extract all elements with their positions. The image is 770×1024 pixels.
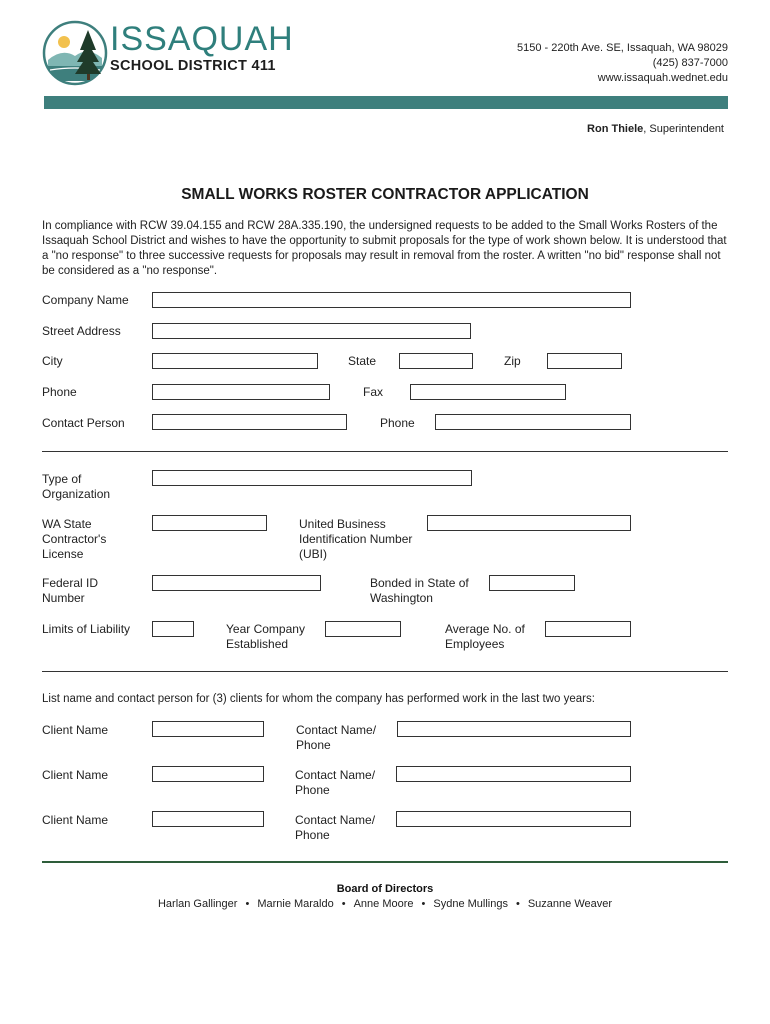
client-2-name-field[interactable] (152, 766, 264, 782)
ubi-label-line1: United Business (299, 517, 386, 531)
fax-field[interactable] (410, 384, 566, 400)
ubi-label-line3: (UBI) (299, 547, 327, 561)
separator-dot: • (245, 898, 250, 910)
wa-license-label (42, 517, 106, 562)
board-title: Board of Directors (336, 883, 434, 895)
type-of-organization-label (42, 472, 110, 502)
client-1-name-field[interactable] (152, 721, 264, 737)
board-member: Sydne Mullings (433, 898, 508, 910)
wa-license-label-line2: Contractor's (42, 532, 107, 546)
board-member: Marnie Maraldo (257, 898, 334, 910)
limits-of-liability-label: Limits of Liability (42, 622, 131, 636)
district-logo (40, 18, 294, 86)
superintendent-title: , Superintendent (643, 123, 724, 135)
board-member: Harlan Gallinger (157, 898, 238, 910)
fax-label: Fax (363, 385, 384, 399)
org-subtitle: SCHOOL DISTRICT 411 (110, 58, 276, 74)
company-name-field[interactable] (152, 292, 631, 308)
city-label: City (42, 354, 63, 368)
year-established-field[interactable] (325, 621, 401, 637)
wa-license-field[interactable] (152, 515, 267, 531)
client-3-contact-field[interactable] (396, 811, 631, 827)
org-name: ISSAQUAH (110, 20, 294, 58)
separator-dot: • (341, 898, 346, 910)
average-employees-label (445, 622, 525, 652)
type-of-organization-label-line2: Organization (42, 487, 111, 501)
contact-phone-field[interactable] (435, 414, 631, 430)
contact-phone-label: Phone (380, 416, 415, 430)
form-title: SMALL WORKS ROSTER CONTRACTOR APPLICATION (181, 186, 589, 203)
district-address (428, 41, 728, 86)
client-2-contact-field[interactable] (396, 766, 631, 782)
client-3-contact-label (295, 813, 375, 843)
type-of-organization-label-line1: Type of (42, 472, 82, 486)
address-line-street: 5150 - 220th Ave. SE, Issaquah, WA 98029 (517, 42, 728, 54)
wa-license-label-line1: WA State (42, 517, 92, 531)
ubi-label-line2: Identification Number (299, 532, 413, 546)
street-address-field[interactable] (152, 323, 471, 339)
header-divider-bar (44, 96, 728, 109)
client-3-name-label: Client Name (42, 813, 109, 827)
client-1-contact-field[interactable] (397, 721, 631, 737)
street-address-label: Street Address (42, 324, 121, 338)
district-logo-emblem-icon (42, 20, 108, 86)
federal-id-label-line2: Number (42, 591, 85, 605)
board-member: Suzanne Weaver (527, 898, 613, 910)
ubi-label (299, 517, 412, 562)
zip-field[interactable] (547, 353, 622, 369)
address-line-website: www.issaquah.wednet.edu (597, 72, 728, 84)
client-3-contact-label-line2: Phone (295, 828, 330, 842)
type-of-organization-field[interactable] (152, 470, 472, 486)
client-2-contact-label-line1: Contact Name/ (295, 768, 376, 782)
board-member: Anne Moore (353, 898, 414, 910)
year-established-label-line2: Established (226, 637, 289, 651)
separator-dot: • (421, 898, 426, 910)
wa-license-label-line3: License (42, 547, 84, 561)
bonded-label-line1: Bonded in State of (370, 576, 469, 590)
phone-field[interactable] (152, 384, 330, 400)
client-2-contact-label (295, 768, 375, 798)
federal-id-label (42, 576, 98, 606)
client-1-contact-label-line1: Contact Name/ (296, 723, 377, 737)
superintendent-line (587, 123, 724, 135)
federal-id-field[interactable] (152, 575, 321, 591)
section-divider-1 (42, 451, 728, 452)
year-established-label-line1: Year Company (226, 622, 305, 636)
client-1-contact-label-line2: Phone (296, 738, 331, 752)
phone-label: Phone (42, 385, 77, 399)
client-1-contact-label (296, 723, 376, 753)
federal-id-label-line1: Federal ID (42, 576, 99, 590)
bonded-label-line2: Washington (370, 591, 433, 605)
zip-label: Zip (504, 354, 521, 368)
ubi-field[interactable] (427, 515, 631, 531)
form-intro: In compliance with RCW 39.04.155 and RCW 28A.335.190, the undersigned requests to be added to the Small Works Rosters of the Issaquah School District and wishes to have the opportunity to submit proposals for the type of work shown below. It is understood that a "no response" to three successive requests for proposals may result in removal from the roster. A written "no bid" response shall not be considered as a "no response". (42, 220, 727, 277)
address-line-phone: (425) 837-7000 (652, 57, 728, 69)
client-2-name-label: Client Name (42, 768, 109, 782)
contact-person-field[interactable] (152, 414, 347, 430)
year-established-label (226, 622, 305, 652)
state-field[interactable] (399, 353, 473, 369)
separator-dot: • (515, 898, 520, 910)
contact-person-label: Contact Person (42, 416, 125, 430)
company-name-label: Company Name (42, 293, 129, 307)
client-3-name-field[interactable] (152, 811, 264, 827)
client-1-name-label: Client Name (42, 723, 109, 737)
clients-instruction: List name and contact person for (3) clients for whom the company has performed work in the last two years: (42, 693, 595, 705)
average-employees-label-line2: Employees (445, 637, 505, 651)
bonded-label (370, 576, 469, 606)
average-employees-field[interactable] (545, 621, 631, 637)
average-employees-label-line1: Average No. of (445, 622, 525, 636)
client-3-contact-label-line1: Contact Name/ (295, 813, 376, 827)
footer-divider (42, 861, 728, 863)
client-2-contact-label-line2: Phone (295, 783, 330, 797)
limits-of-liability-field[interactable] (152, 621, 194, 637)
section-divider-2 (42, 671, 728, 672)
city-field[interactable] (152, 353, 318, 369)
bonded-field[interactable] (489, 575, 575, 591)
board-members (0, 898, 770, 910)
superintendent-name: Ron Thiele (587, 123, 644, 135)
state-label: State (348, 354, 377, 368)
